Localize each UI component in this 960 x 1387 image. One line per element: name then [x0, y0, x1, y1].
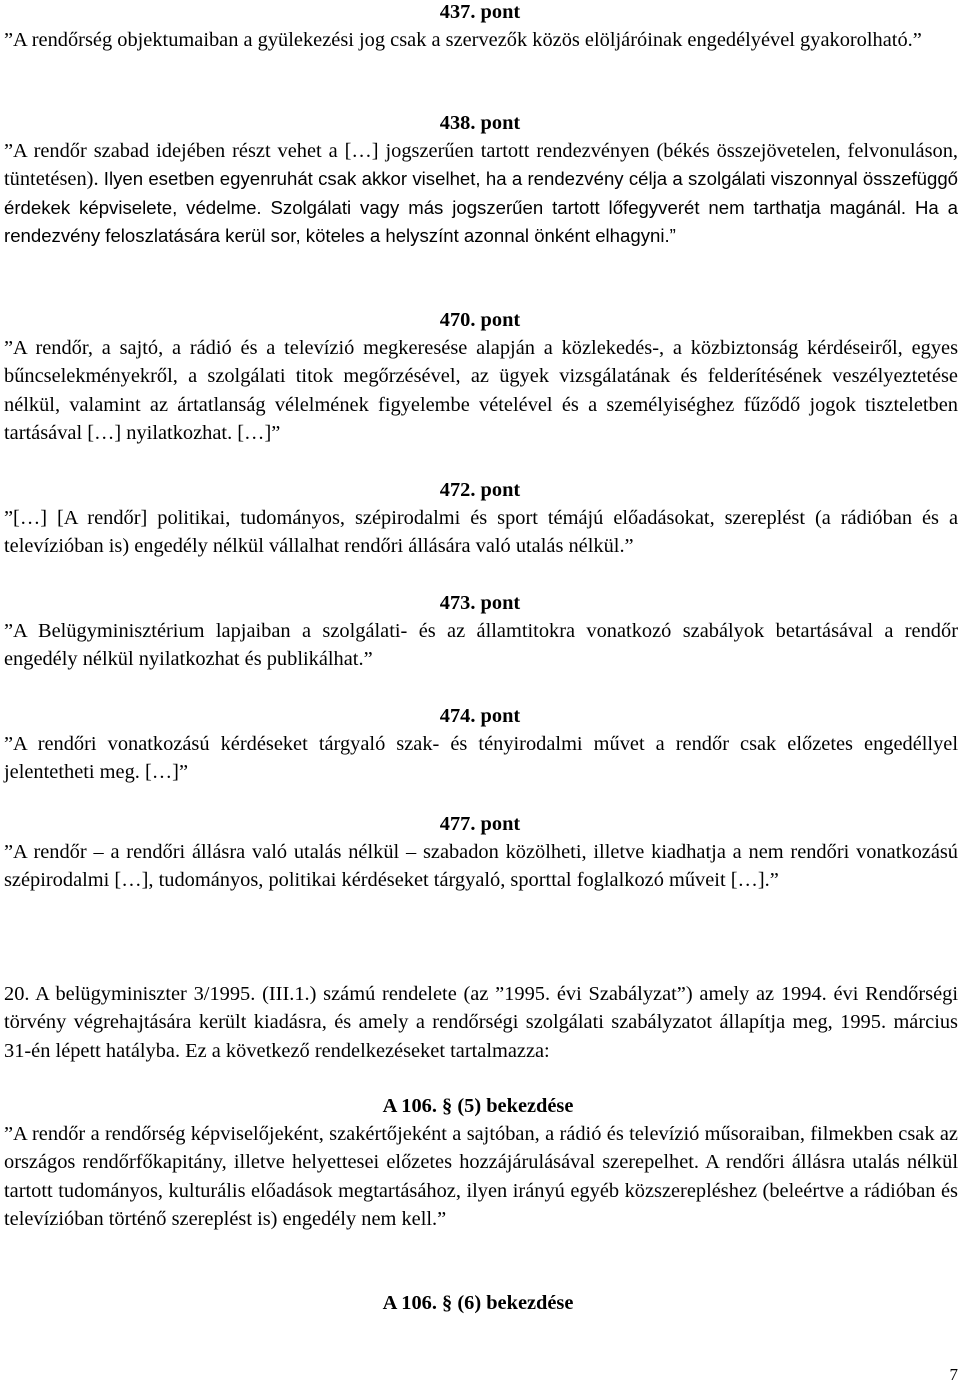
- section-heading-437: 437. pont: [439, 1, 521, 23]
- section-text-473: ”A Belügyminisztérium lapjaiban a szolgálati- és az államtitokra vonatkozó szabályok betartásával a rendőr engedély nélkül nyilatkozhat és publikálhat.”: [4, 620, 958, 671]
- section-heading-472: 472. pont: [439, 479, 521, 501]
- section-heading-477: 477. pont: [439, 813, 521, 835]
- section-text-470: ”A rendőr, a sajtó, a rádió és a televízió megkeresése alapján a közlekedés-, a közbiztonság kérdéseiről, egyes bűncselekményekről, a szolgálati titok megőrzésével, az ügyek vizsgálatának és felderítésének veszélyeztetése nélkül, valamint az ártatlanság vélelmének figyelembe vételével és a személyiséghez fűződő jogok tiszteletben tartásával […] nyilatkozhat. […]”: [4, 337, 958, 444]
- section-text-477: ”A rendőr – a rendőri állásra való utalás nélkül – szabadon közölheti, illetve kiadhatja a nem rendőri vonatkozású szépirodalmi […], tudományos, politikai kérdéseket tárgyaló, sporttal foglalkozó műveit […].”: [4, 841, 958, 892]
- section-text-472: ”[…] [A rendőr] politikai, tudományos, szépirodalmi és sport témájú előadásokat, szereplést (a rádióban és a televízióban is) engedély nélkül vállalhat rendőri állására való utalás nélkül.”: [4, 507, 958, 558]
- section-heading-438: 438. pont: [439, 112, 521, 134]
- subsection-heading-106-5: A 106. § (5) bekezdése: [382, 1095, 574, 1117]
- section-text-438-part-b: Ilyen esetben egyenruhát csak akkor viselhet, ha a rendezvény célja a szolgálati viszonnyal összefüggő érdekek képviselete, védelme. Szolgálati vagy más jogszerűen tartott lőfegyverét nem tarthatja magánál. Ha a rendezvény feloszlatására kerül sor, köteles a helyszínt azonnal önként elhagyni.”: [4, 168, 959, 246]
- section-text-438-part-a: ”A rendőr szabad idejében részt vehet a […] jogszerűen tartott rendezvényen (békés összejövetelen, felvonuláson, tüntetésen).: [4, 140, 958, 191]
- section-text-474: ”A rendőri vonatkozású kérdéseket tárgyaló szak- és tényirodalmi művet a rendőr csak előzetes engedéllyel jelentetheti meg. […]”: [4, 733, 958, 784]
- subsection-text-106-5: ”A rendőr a rendőrség képviselőjeként, szakértőjeként a sajtóban, a rádió és televízió műsoraiban, filmekben csak az országos rendőrfőkapitány, illetve helyettesei előzetes hozzájárulásával szerepelhet. A rendőri állásra utalás nélkül tartott tudományos, kulturális előadások megtartásához, ilyen irányú egyéb közszerepléshez (beleértve a rádióban és televízióban történő szereplést is) engedély nem kell.”: [4, 1123, 958, 1230]
- section-heading-470: 470. pont: [439, 309, 521, 331]
- page-number: 7: [949, 1365, 958, 1384]
- subsection-heading-106-6: A 106. § (6) bekezdése: [382, 1292, 574, 1314]
- section-text-437: ”A rendőrség objektumaiban a gyülekezési jog csak a szervezők közös elöljáróinak engedélyével gyakorolható.”: [4, 29, 922, 51]
- section-heading-474: 474. pont: [439, 705, 521, 727]
- section-text-438: [4, 137, 958, 250]
- section-heading-473: 473. pont: [439, 592, 521, 614]
- item-20-paragraph: 20. A belügyminiszter 3/1995. (III.1.) számú rendelete (az ”1995. évi Szabályzat”) amely az 1994. évi Rendőrségi törvény végrehajtására került kiadásra, és amely a rendőrségi szolgálati szabályzatot állapítja meg, 1995. március 31-én lépett hatályba. Ez a következő rendelkezéseket tartalmazza:: [4, 983, 958, 1062]
